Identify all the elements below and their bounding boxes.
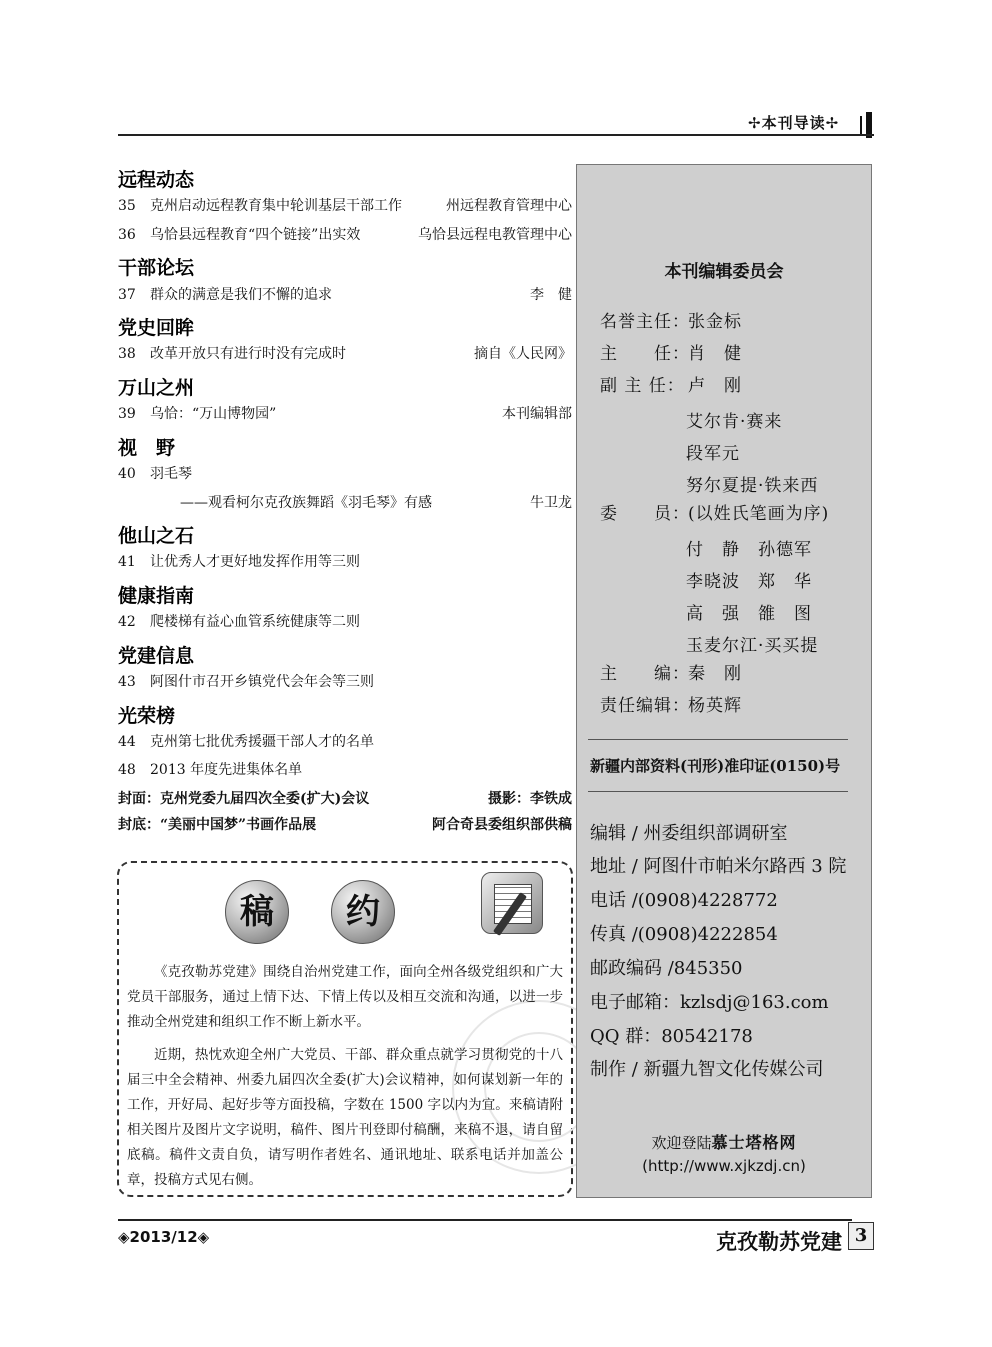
board-name: 高 强 雒 图 [686, 604, 812, 624]
toc-item-title: 克州启动远程教育集中轮训基层干部工作 [150, 198, 402, 214]
divider [588, 739, 848, 740]
board-name: 杨英辉 [688, 696, 742, 716]
board-name: 秦 刚 [688, 664, 742, 684]
toc-section-title: 健康指南 [118, 585, 195, 607]
cfp-char-badge: 约 [331, 880, 395, 944]
page-number: 3 [848, 1222, 874, 1250]
toc-page-number: 40 [118, 466, 136, 482]
toc-item-title: 羽毛琴 [150, 466, 192, 482]
board-label: 主 任： [600, 344, 690, 364]
toc-section-title: 远程动态 [118, 169, 195, 191]
toc-page-number: 37 [118, 287, 136, 303]
site-name: 慕士塔格网 [711, 1133, 797, 1152]
board-row-members [600, 499, 870, 529]
toc-item-author: 李 健 [530, 287, 572, 303]
board-note: (以姓氏笔画为序) [688, 504, 830, 524]
divider [588, 791, 848, 792]
header-bar-thin [860, 116, 862, 136]
board-name: 段军元 [686, 444, 740, 464]
board-row-responsible [600, 691, 860, 721]
toc-section-title: 万山之州 [118, 377, 195, 399]
toc-item-title: ——观看柯尔克孜族舞蹈《羽毛琴》有感 [180, 495, 432, 511]
board-row-honorary [600, 307, 860, 337]
cover-title: 封面：克州党委九届四次全委(扩大)会议 [118, 791, 370, 807]
toc-item-title: 让优秀人才更好地发挥作用等三则 [150, 554, 360, 570]
publication-permit: 新疆内部资料(刊形)准印证(0150)号 [590, 757, 841, 775]
editorial-board-title: 本刊编辑委员会 [664, 262, 784, 282]
cfp-paragraph: 近期，热忱欢迎全州广大党员、干部、群众重点就学习贯彻党的十八届三中全会精神、州委九届四次全委(扩大)会议精神，如何谋划新一年的工作，开好局、起好步等方面投稿，字数在 1500 字以内为宜。来稿请附相关图片及图片文字说明，稿件、图片刊登即付稿酬，来稿不退，请自留底稿。稿件文责自负，请写明作者姓名、通讯地址、联系电话并加盖公章，投稿方式见右侧。 [127, 1047, 563, 1188]
toc-item-title: 爬楼梯有益心血管系统健康等二则 [150, 614, 360, 630]
cover-credit [118, 788, 572, 810]
contact-postcode: 邮政编码 /845350 [590, 958, 743, 979]
toc-item-author: 牛卫龙 [530, 495, 572, 511]
contact-email[interactable]: 电子邮箱：kzlsdj@163.com [590, 992, 829, 1013]
toc-page-number: 48 [118, 762, 136, 778]
toc-page-number: 38 [118, 346, 136, 362]
board-label: 名誉主任： [600, 312, 690, 332]
toc-item-author: 摘自《人民网》 [474, 346, 572, 362]
back-cover-title: 封底：“美丽中国梦”书画作品展 [118, 817, 317, 833]
board-name: 付 静 孙德军 [686, 540, 812, 560]
board-name: 努尔夏提·铁来西 [686, 476, 819, 496]
toc-item[interactable] [118, 731, 572, 753]
toc-item-author: 州远程教育管理中心 [446, 198, 572, 214]
toc-item[interactable] [118, 759, 572, 781]
website-url[interactable]: (http://www.xjkzdj.cn) [642, 1157, 806, 1175]
board-name: 卢 刚 [688, 376, 742, 396]
back-cover-credit [118, 814, 572, 836]
contact-editor: 编辑 / 州委组织部调研室 [590, 823, 788, 844]
board-name: 艾尔肯·赛来 [686, 412, 783, 432]
board-name: 玉麦尔江·买买提 [686, 636, 819, 656]
toc-item[interactable] [118, 671, 572, 693]
board-name: 张金标 [688, 312, 742, 332]
toc-item-author: 乌恰县远程电教管理中心 [418, 227, 572, 243]
toc-item-title: 改革开放只有进行时没有完成时 [150, 346, 346, 362]
cfp-char-badge: 稿 [225, 880, 289, 944]
welcome-text [576, 1130, 872, 1153]
magazine-name: 克孜勒苏党建 [716, 1230, 842, 1254]
welcome-prefix: 欢迎登陆 [651, 1134, 712, 1152]
toc-page-number: 42 [118, 614, 136, 630]
board-label: 主 编： [600, 664, 690, 684]
toc-item[interactable] [118, 284, 572, 306]
toc-item-title: 阿图什市召开乡镇党代会年会等三则 [150, 674, 374, 690]
toc-section-title: 党史回眸 [118, 317, 195, 339]
toc-item[interactable] [118, 551, 572, 573]
board-row-chief [600, 659, 860, 689]
toc-section-title: 光荣榜 [118, 705, 176, 727]
header-rule [118, 134, 874, 136]
toc-item-title: 乌恰县远程教育“四个链接”出实效 [150, 227, 361, 243]
cover-author: 摄影：李铁成 [488, 791, 572, 807]
toc-item[interactable] [118, 343, 572, 365]
toc-item-title: 克州第七批优秀援疆干部人才的名单 [150, 734, 374, 750]
board-label: 副 主 任： [600, 376, 685, 396]
contact-address: 地址 / 阿图什市帕米尔路西 3 院 [590, 856, 847, 877]
contact-fax: 传真 /(0908)4222854 [590, 924, 778, 945]
cfp-paragraph: 《克孜勒苏党建》围绕自治州党建工作，面向全州各级党组织和广大党员干部服务，通过上情下达、下情上传以及相互交流和沟通，以进一步推动全州党建和组织工作不断上新水平。 [127, 964, 563, 1030]
board-name: 李晓波 郑 华 [686, 572, 812, 592]
toc-item[interactable] [118, 463, 572, 485]
toc-section-title: 他山之石 [118, 525, 195, 547]
toc-page-number: 35 [118, 198, 136, 214]
toc-item[interactable] [118, 611, 572, 633]
board-name: 肖 健 [688, 344, 742, 364]
toc-item[interactable] [118, 195, 572, 217]
contact-qq: QQ 群：80542178 [590, 1026, 753, 1047]
toc-item-title: 2013 年度先进集体名单 [150, 762, 303, 778]
board-row-director [600, 339, 860, 369]
toc-page-number: 39 [118, 406, 136, 422]
toc-item[interactable] [118, 403, 572, 425]
contact-producer: 制作 / 新疆九智文化传媒公司 [590, 1059, 824, 1080]
toc-item[interactable] [118, 224, 572, 246]
toc-section-title: 干部论坛 [118, 257, 195, 279]
toc-section-title: 党建信息 [118, 645, 195, 667]
toc-item-author: 本刊编辑部 [502, 406, 572, 422]
contact-phone: 电话 /(0908)4228772 [590, 890, 778, 911]
footer-rule [118, 1219, 852, 1221]
section-tag: ✢本刊导读✢ [748, 114, 840, 132]
toc-page-number: 36 [118, 227, 136, 243]
toc-page-number: 44 [118, 734, 136, 750]
issue-date: ◈2013/12◈ [118, 1228, 210, 1246]
toc-page-number: 41 [118, 554, 136, 570]
toc-item-subtitle[interactable] [118, 492, 572, 514]
toc-page-number: 43 [118, 674, 136, 690]
toc-item-title: 群众的满意是我们不懈的追求 [150, 287, 332, 303]
toc-section-title: 视 野 [118, 437, 176, 459]
board-label: 责任编辑： [600, 696, 690, 716]
board-row-deputy [600, 371, 860, 401]
toc-item-title: 乌恰：“万山博物园” [150, 406, 277, 422]
board-label: 委 员： [600, 504, 690, 524]
back-cover-author: 阿合奇县委组织部供稿 [432, 817, 572, 833]
